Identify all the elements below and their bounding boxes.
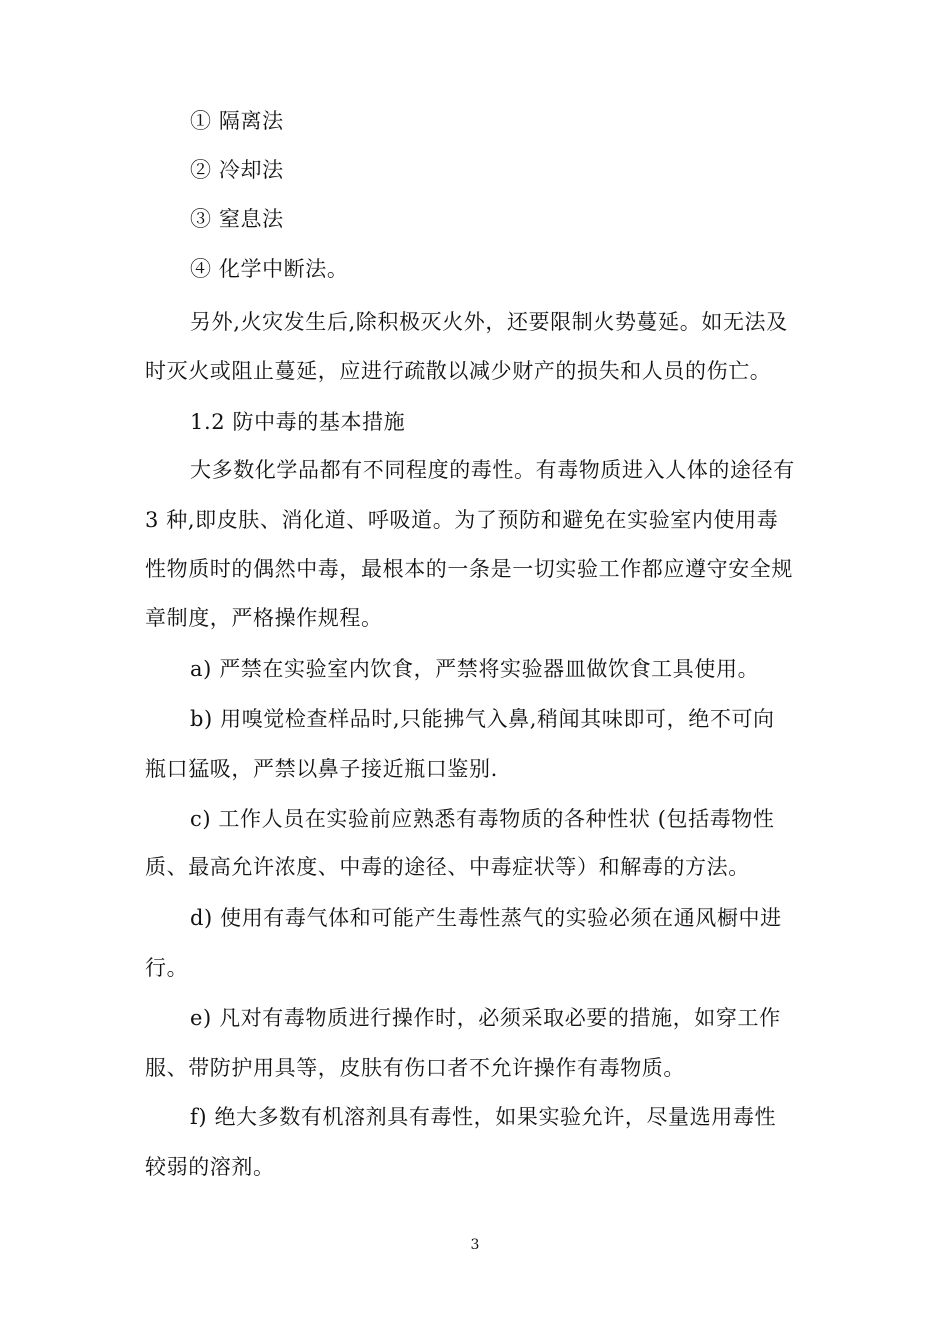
paragraph-line: 章制度，严格操作规程。 <box>145 606 383 630</box>
paragraph-line: 3 种,即皮肤、消化道、呼吸道。为了预防和避免在实验室内使用毒 <box>145 508 779 532</box>
list-item-b: b) 用嗅觉检查样品时,只能拂气入鼻,稍闻其味即可，绝不可向 <box>190 707 775 731</box>
list-item-a: a) 严禁在实验室内饮食，严禁将实验器皿做饮食工具使用。 <box>190 657 760 681</box>
section-heading: 1.2 防中毒的基本措施 <box>190 410 406 434</box>
list-item-f: f) 绝大多数有机溶剂具有毒性，如果实验允许，尽量选用毒性 <box>190 1105 777 1129</box>
list-item-suffocation: ③ 窒息法 <box>190 207 284 231</box>
paragraph-line: 大多数化学品都有不同程度的毒性。有毒物质进入人体的途径有 <box>190 458 795 482</box>
paragraph-line: 时灭火或阻止蔓延，应进行疏散以减少财产的损失和人员的伤亡。 <box>145 359 772 383</box>
list-item-chemical-interruption: ④ 化学中断法。 <box>190 257 349 281</box>
list-item-d: d) 使用有毒气体和可能产生毒性蒸气的实验必须在通风橱中进 <box>190 906 782 930</box>
paragraph-line: 质、最高允许浓度、中毒的途径、中毒症状等）和解毒的方法。 <box>145 855 750 879</box>
paragraph-line: 较弱的溶剂。 <box>145 1155 275 1179</box>
paragraph-line: 行。 <box>145 956 189 980</box>
paragraph-line: 另外,火灾发生后,除积极灭火外，还要限制火势蔓延。如无法及 <box>190 310 788 334</box>
list-item-e: e) 凡对有毒物质进行操作时，必须采取必要的措施，如穿工作 <box>190 1006 781 1030</box>
list-item-cooling: ② 冷却法 <box>190 158 284 182</box>
paragraph-line: 瓶口猛吸，严禁以鼻子接近瓶口鉴别. <box>145 757 498 781</box>
list-item-isolation: ① 隔离法 <box>190 109 284 133</box>
paragraph-line: 性物质时的偶然中毒，最根本的一条是一切实验工作都应遵守安全规 <box>145 557 793 581</box>
page-number: 3 <box>470 1237 480 1253</box>
list-item-c: c) 工作人员在实验前应熟悉有毒物质的各种性状 (包括毒物性 <box>190 807 775 831</box>
paragraph-line: 服、带防护用具等，皮肤有伤口者不允许操作有毒物质。 <box>145 1056 685 1080</box>
